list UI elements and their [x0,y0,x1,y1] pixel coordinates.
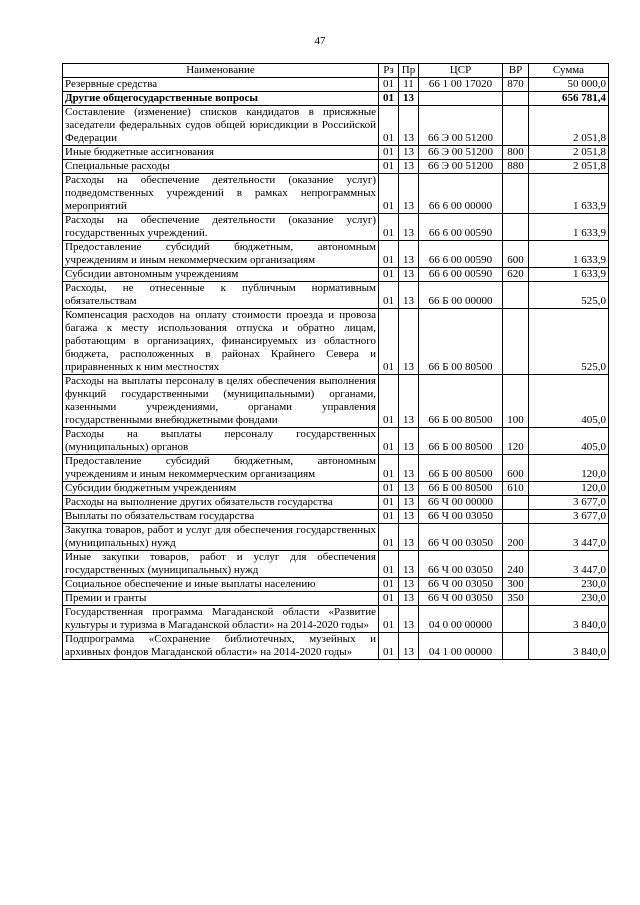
row-csr: 66 Ч 00 03050 [419,524,503,551]
table-row [63,160,609,174]
row-csr: 66 Ч 00 00000 [419,496,503,510]
row-name: Иные бюджетные ассигнования [63,146,379,160]
row-name: Предоставление субсидий бюджетным, автономным учреждениям и иным некоммерческим организациям [63,455,379,482]
row-pr: 13 [399,375,419,428]
row-name: Расходы на выплаты персоналу государственных (муниципальных) органов [63,428,379,455]
row-vr [503,214,529,241]
row-sum: 2 051,8 [529,106,609,146]
table-row [63,375,609,428]
table-row [63,510,609,524]
row-csr: 66 Б 00 80500 [419,428,503,455]
row-vr: 610 [503,482,529,496]
row-sum: 120,0 [529,455,609,482]
row-sum: 3 677,0 [529,496,609,510]
row-name: Предоставление субсидий бюджетным, автономным учреждениям и иным некоммерческим организациям [63,241,379,268]
row-pr: 13 [399,241,419,268]
row-name: Компенсация расходов на оплату стоимости проезда и провоза багажа к месту использования отпуска и обратно лицам, работающим в организациях, финансируемых из областного бюджета, расположенных в районах Крайнего Севера и приравненных к ним местностях [63,309,379,375]
row-pr: 13 [399,174,419,214]
row-csr: 66 6 00 00590 [419,268,503,282]
row-sum: 120,0 [529,482,609,496]
row-name: Составление (изменение) списков кандидатов в присяжные заседатели федеральных судов общей юрисдикции в Российской Федерации [63,106,379,146]
row-csr: 66 6 00 00000 [419,174,503,214]
row-csr: 66 Б 00 80500 [419,482,503,496]
row-pr: 13 [399,633,419,660]
row-vr [503,633,529,660]
row-sum: 525,0 [529,309,609,375]
table-row [63,174,609,214]
row-vr [503,282,529,309]
row-csr: 66 Э 00 51200 [419,106,503,146]
row-rz: 01 [379,174,399,214]
row-pr: 13 [399,428,419,455]
row-pr: 13 [399,510,419,524]
row-vr: 870 [503,78,529,92]
row-sum: 1 633,9 [529,241,609,268]
table-body [63,78,609,660]
row-pr: 13 [399,578,419,592]
table-row [63,455,609,482]
row-name: Специальные расходы [63,160,379,174]
row-rz: 01 [379,496,399,510]
row-rz: 01 [379,160,399,174]
table-row [63,578,609,592]
row-rz: 01 [379,578,399,592]
header-vr: ВР [503,64,529,78]
row-rz: 01 [379,92,399,106]
row-csr: 66 6 00 00590 [419,241,503,268]
row-name: Расходы на выполнение других обязательств государства [63,496,379,510]
row-csr: 66 Э 00 51200 [419,146,503,160]
row-sum: 405,0 [529,375,609,428]
row-name: Иные закупки товаров, работ и услуг для обеспечения государственных (муниципальных) нужд [63,551,379,578]
row-csr: 66 Ч 00 03050 [419,592,503,606]
row-pr: 13 [399,106,419,146]
row-rz: 01 [379,428,399,455]
row-sum: 525,0 [529,282,609,309]
table-row [63,633,609,660]
row-vr: 620 [503,268,529,282]
row-name: Подпрограмма «Сохранение библиотечных, музейных и архивных фондов Магаданской области» на 2014-2020 годы» [63,633,379,660]
row-csr: 66 Б 00 80500 [419,375,503,428]
row-rz: 01 [379,551,399,578]
row-name: Государственная программа Магаданской области «Развитие культуры и туризма в Магаданской области» на 2014-2020 годы» [63,606,379,633]
row-name: Резервные средства [63,78,379,92]
row-sum: 2 051,8 [529,160,609,174]
row-vr: 300 [503,578,529,592]
row-name: Другие общегосударственные вопросы [63,92,379,106]
table-row [63,241,609,268]
row-pr: 13 [399,309,419,375]
row-rz: 01 [379,214,399,241]
row-csr: 66 Б 00 80500 [419,309,503,375]
row-pr: 13 [399,455,419,482]
row-pr: 13 [399,482,419,496]
table-row [63,428,609,455]
row-sum: 3 840,0 [529,606,609,633]
header-csr: ЦСР [419,64,503,78]
page-number: 47 [314,35,326,47]
row-pr: 13 [399,496,419,510]
row-rz: 01 [379,146,399,160]
row-name: Субсидии автономным учреждениям [63,268,379,282]
row-sum: 50 000,0 [529,78,609,92]
row-vr: 200 [503,524,529,551]
row-sum: 3 677,0 [529,510,609,524]
header-pr: Пр [399,64,419,78]
row-rz: 01 [379,241,399,268]
row-pr: 13 [399,160,419,174]
row-name: Расходы на обеспечение деятельности (оказание услуг) подведомственных учреждений в рамках непрограммных мероприятий [63,174,379,214]
row-pr: 11 [399,78,419,92]
row-sum: 3 840,0 [529,633,609,660]
row-csr: 66 Б 00 80500 [419,455,503,482]
row-vr [503,309,529,375]
row-sum: 3 447,0 [529,551,609,578]
row-csr: 66 Б 00 00000 [419,282,503,309]
row-vr: 120 [503,428,529,455]
table-row [63,282,609,309]
row-csr: 66 Ч 00 03050 [419,551,503,578]
row-vr [503,606,529,633]
row-vr [503,92,529,106]
row-rz: 01 [379,633,399,660]
row-rz: 01 [379,606,399,633]
header-sum: Сумма [529,64,609,78]
row-vr [503,496,529,510]
row-sum: 3 447,0 [529,524,609,551]
row-sum: 1 633,9 [529,174,609,214]
row-csr: 66 Э 00 51200 [419,160,503,174]
row-csr [419,92,503,106]
row-vr: 600 [503,455,529,482]
table-row [63,146,609,160]
row-sum: 656 781,4 [529,92,609,106]
row-vr: 350 [503,592,529,606]
row-vr: 600 [503,241,529,268]
row-csr: 66 Ч 00 03050 [419,578,503,592]
row-vr [503,106,529,146]
row-rz: 01 [379,592,399,606]
table-row [63,92,609,106]
row-sum: 1 633,9 [529,214,609,241]
row-rz: 01 [379,309,399,375]
row-sum: 230,0 [529,592,609,606]
row-rz: 01 [379,78,399,92]
row-pr: 13 [399,524,419,551]
row-rz: 01 [379,524,399,551]
row-rz: 01 [379,282,399,309]
budget-table [62,63,609,660]
table-row [63,524,609,551]
row-csr: 04 1 00 00000 [419,633,503,660]
row-pr: 13 [399,268,419,282]
table-row [63,106,609,146]
table-row [63,606,609,633]
row-csr: 66 6 00 00590 [419,214,503,241]
row-csr: 66 1 00 17020 [419,78,503,92]
row-pr: 13 [399,592,419,606]
table-row [63,482,609,496]
table-row [63,78,609,92]
row-csr: 66 Ч 00 03050 [419,510,503,524]
row-pr: 13 [399,92,419,106]
row-pr: 13 [399,551,419,578]
row-name: Субсидии бюджетным учреждениям [63,482,379,496]
row-rz: 01 [379,482,399,496]
table-row [63,592,609,606]
header-rz: Рз [379,64,399,78]
row-sum: 1 633,9 [529,268,609,282]
table-row [63,551,609,578]
row-name: Выплаты по обязательствам государства [63,510,379,524]
row-pr: 13 [399,606,419,633]
row-vr: 880 [503,160,529,174]
row-vr: 100 [503,375,529,428]
row-name: Расходы, не отнесенные к публичным нормативным обязательствам [63,282,379,309]
table-header-row [63,64,609,78]
row-rz: 01 [379,375,399,428]
row-vr: 240 [503,551,529,578]
row-rz: 01 [379,268,399,282]
row-pr: 13 [399,146,419,160]
row-name: Расходы на обеспечение деятельности (оказание услуг) государственных учреждений. [63,214,379,241]
row-name: Закупка товаров, работ и услуг для обеспечения государственных (муниципальных) нужд [63,524,379,551]
row-name: Премии и гранты [63,592,379,606]
table-row [63,309,609,375]
row-rz: 01 [379,106,399,146]
table-row [63,268,609,282]
header-name: Наименование [63,64,379,78]
row-vr [503,174,529,214]
row-name: Социальное обеспечение и иные выплаты населению [63,578,379,592]
row-vr: 800 [503,146,529,160]
row-vr [503,510,529,524]
row-pr: 13 [399,282,419,309]
row-csr: 04 0 00 00000 [419,606,503,633]
row-sum: 230,0 [529,578,609,592]
row-sum: 405,0 [529,428,609,455]
row-name: Расходы на выплаты персоналу в целях обеспечения выполнения функций государственными (муниципальными) органами, казенными учреждениями, органами управления государственными внебюджетными фондами [63,375,379,428]
table-row [63,214,609,241]
row-pr: 13 [399,214,419,241]
row-rz: 01 [379,455,399,482]
table-row [63,496,609,510]
row-sum: 2 051,8 [529,146,609,160]
row-rz: 01 [379,510,399,524]
